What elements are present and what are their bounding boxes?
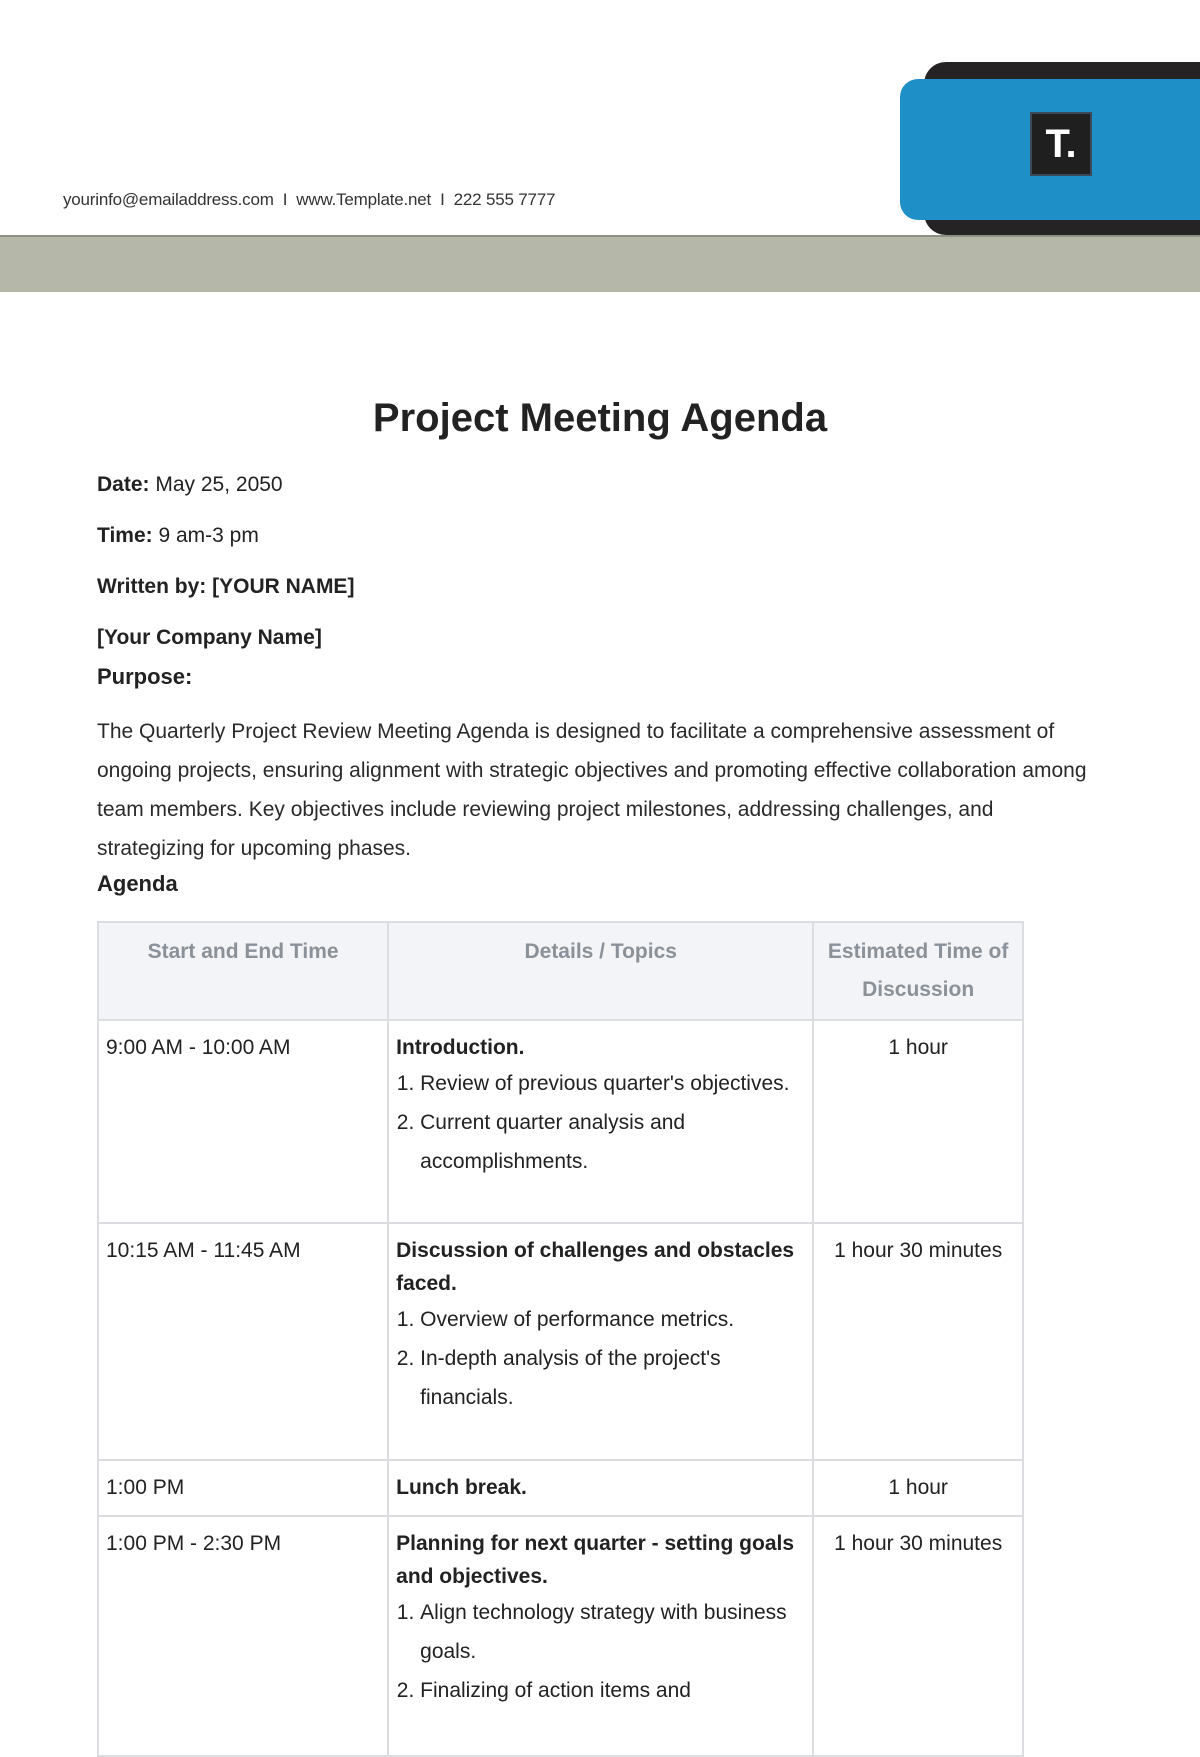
page-title: Project Meeting Agenda [372,396,828,440]
list-item: 1. Align technology strategy with business goals. [420,1593,805,1671]
row-time: 10:15 AM - 11:45 AM [98,1223,388,1460]
topic-list [396,1064,805,1181]
header-band [0,235,1200,292]
contact-info: yourinfo@emailaddress.com I www.Template.net I 222 555 7777 [63,190,556,209]
time-line [97,524,259,548]
table-row [98,1516,1023,1756]
table-row [98,1223,1023,1460]
list-item: 1. Overview of performance metrics. [420,1300,805,1339]
row-topic: Discussion of challenges and obstacles faced. [396,1239,795,1295]
list-item: 2. In-depth analysis of the project's financials. [420,1339,805,1417]
list-item: 2. Current quarter analysis and accomplishments. [420,1103,805,1181]
purpose-text: The Quarterly Project Review Meeting Agenda is designed to facilitate a comprehensive assessment of ongoing projects, ensuring alignment with strategic objectives and promoting effective collaboration among team members. Key objectives include reviewing project milestones, addressing challenges, and strategizing for upcoming phases. [97,720,1087,860]
date-value: May 25, 2050 [155,473,283,496]
row-topic-cell [388,1516,813,1756]
company-name: [Your Company Name] [97,626,322,649]
list-item: 1. Review of previous quarter's objectives. [420,1064,805,1103]
time-label: Time: [97,524,153,547]
date-line [97,473,283,497]
column-header-time: Start and End Time [98,922,388,1020]
topic-list [396,1300,805,1417]
row-topic-cell [388,1223,813,1460]
list-item: 2. Finalizing of action items and [420,1671,805,1710]
row-topic: Introduction. [396,1036,525,1059]
date-label: Date: [97,473,150,496]
topic-list [396,1593,805,1710]
row-time: 1:00 PM - 2:30 PM [98,1516,388,1756]
table-row [98,1020,1023,1223]
written-by: Written by: [YOUR NAME] [97,575,355,598]
row-time: 9:00 AM - 10:00 AM [98,1020,388,1223]
row-time: 1:00 PM [98,1460,388,1516]
row-topic-cell [388,1460,813,1516]
purpose-heading: Purpose: [97,664,193,689]
table-header-row [98,922,1023,1020]
agenda-heading: Agenda [97,871,178,896]
row-topic-cell [388,1020,813,1223]
column-header-duration: Estimated Time of Discussion [813,922,1023,1020]
row-topic: Lunch break. [396,1476,527,1499]
agenda-table [97,921,1024,1757]
row-duration: 1 hour [813,1020,1023,1223]
template-logo: T. [1030,112,1092,176]
row-duration: 1 hour 30 minutes [813,1223,1023,1460]
table-row [98,1460,1023,1516]
row-duration: 1 hour [813,1460,1023,1516]
time-value: 9 am-3 pm [158,524,259,547]
column-header-topics: Details / Topics [388,922,813,1020]
row-topic: Planning for next quarter - setting goals and objectives. [396,1532,795,1588]
row-duration: 1 hour 30 minutes [813,1516,1023,1756]
